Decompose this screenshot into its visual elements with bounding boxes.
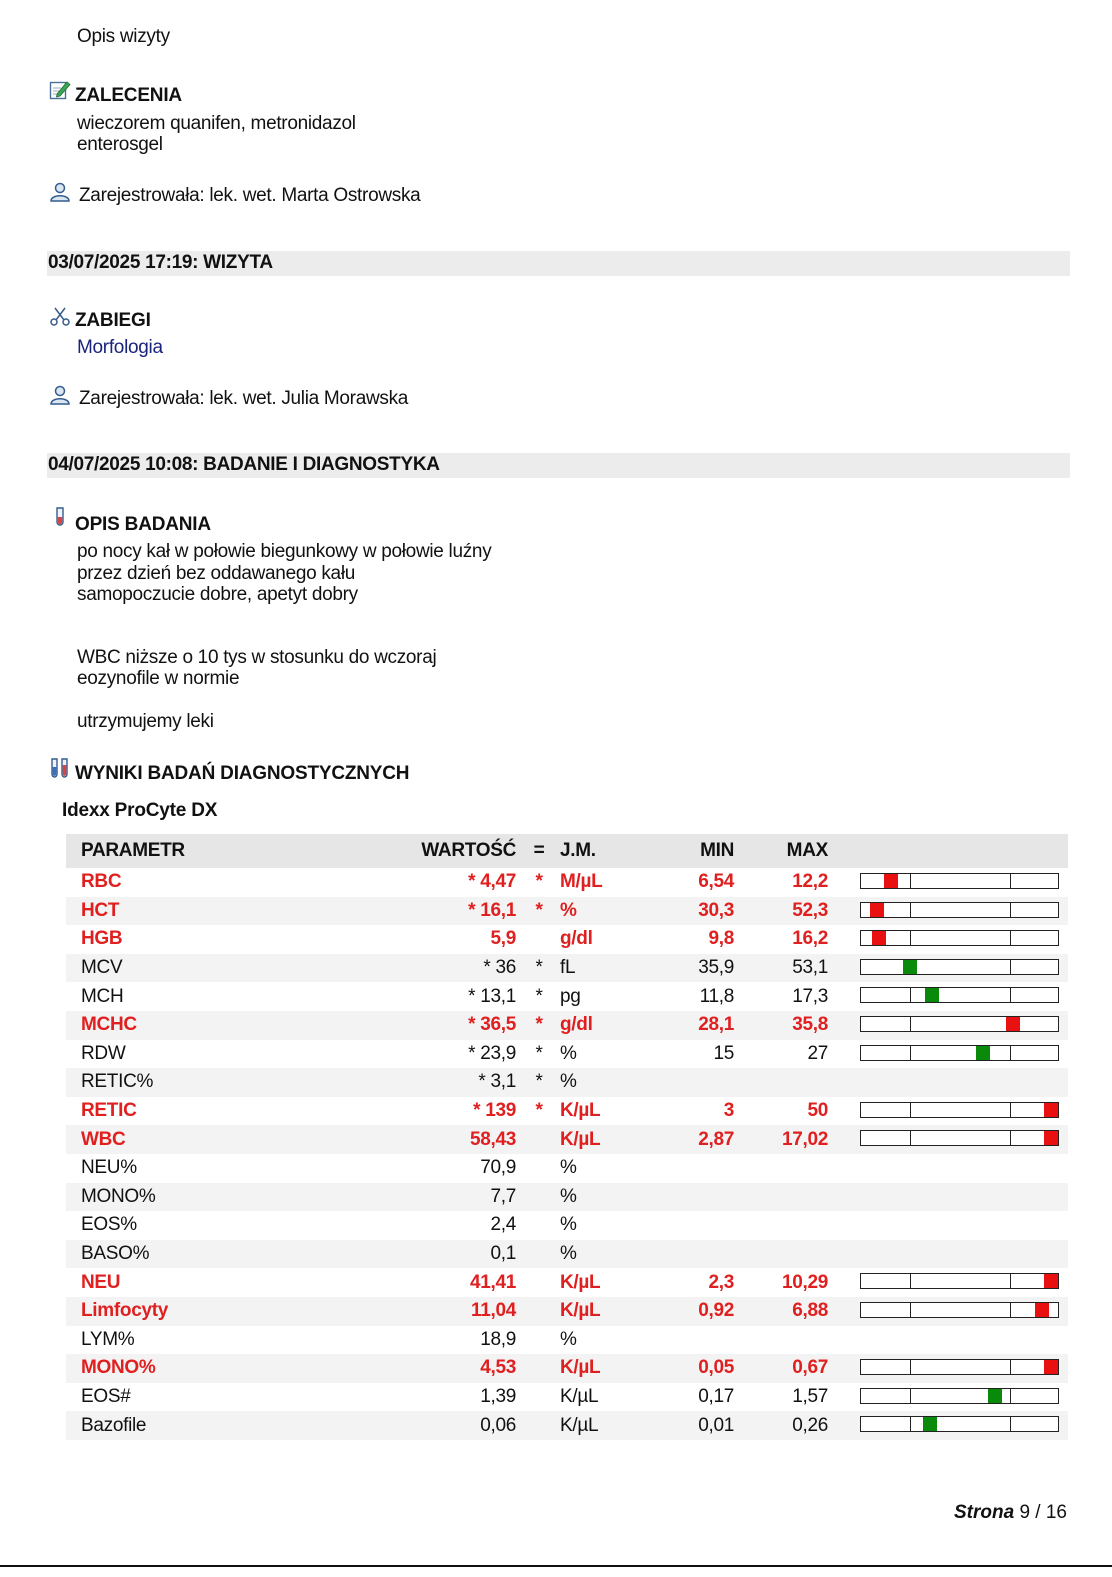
value-cell: * 16,1 <box>468 899 516 921</box>
range-gauge <box>860 1388 1059 1404</box>
max-cell: 17,02 <box>781 1128 828 1150</box>
max-cell: 17,3 <box>792 985 828 1007</box>
col-unit: J.M. <box>560 840 596 861</box>
value-cell: 58,43 <box>469 1128 516 1150</box>
value-cell: 7,7 <box>490 1185 516 1207</box>
page-total: 16 <box>1045 1502 1067 1523</box>
gauge-min-tick <box>910 1046 911 1060</box>
param-cell: NEU <box>81 1271 121 1293</box>
visit-description: Opis wizyty <box>77 26 170 47</box>
range-gauge <box>860 1045 1059 1061</box>
exam-title: OPIS BADANIA <box>75 514 211 535</box>
flag-cell: * <box>535 899 543 921</box>
min-cell: 9,8 <box>708 928 734 950</box>
min-cell: 0,01 <box>698 1414 734 1436</box>
max-cell: 50 <box>807 1100 828 1122</box>
unit-cell: % <box>560 1328 577 1350</box>
page-footer <box>954 1502 1067 1524</box>
max-cell: 10,29 <box>781 1271 828 1293</box>
param-cell: BASO% <box>81 1243 150 1265</box>
exam-line: WBC niższe o 10 tys w stosunku do wczoraj <box>77 647 437 668</box>
max-cell: 52,3 <box>792 899 828 921</box>
param-cell: MONO% <box>81 1357 156 1379</box>
unit-cell: % <box>560 1243 577 1265</box>
table-row <box>66 1040 1068 1069</box>
table-row <box>66 1326 1068 1355</box>
unit-cell: M/µL <box>560 871 603 893</box>
gauge-marker <box>870 903 884 917</box>
gauge-min-tick <box>910 903 911 917</box>
value-cell: * 139 <box>473 1100 516 1122</box>
edit-note-icon <box>49 79 71 101</box>
procedures-title: ZABIEGI <box>75 310 151 331</box>
value-cell: 5,9 <box>490 928 516 950</box>
table-header <box>66 834 1068 868</box>
table-row <box>66 897 1068 926</box>
flag-cell <box>532 1154 546 1183</box>
flag-cell: * <box>535 985 543 1007</box>
gauge-min-tick <box>910 1360 911 1374</box>
value-cell: * 23,9 <box>468 1042 516 1064</box>
max-cell: 0,67 <box>792 1357 828 1379</box>
value-cell: 0,06 <box>480 1414 516 1436</box>
gauge-max-tick <box>1010 1103 1011 1117</box>
min-cell: 2,87 <box>698 1128 734 1150</box>
param-cell: RETIC <box>81 1100 137 1122</box>
gauge-max-tick <box>1010 1303 1011 1317</box>
flag-cell: * <box>535 1014 543 1036</box>
col-min: MIN <box>700 840 734 861</box>
value-cell: 70,9 <box>480 1157 516 1179</box>
table-row <box>66 1268 1068 1297</box>
unit-cell: K/µL <box>560 1357 601 1379</box>
range-gauge <box>860 1016 1059 1032</box>
value-cell: 11,04 <box>471 1300 516 1322</box>
min-cell: 35,9 <box>698 957 734 979</box>
gauge-max-tick <box>1010 931 1011 945</box>
table-row <box>66 925 1068 954</box>
gauge-marker <box>884 874 898 888</box>
flag-cell <box>532 1211 546 1240</box>
gauge-marker <box>925 988 939 1002</box>
visit-header-title: 03/07/2025 17:19: WIZYTA <box>48 252 273 273</box>
col-max: MAX <box>786 840 828 861</box>
table-row <box>66 1383 1068 1412</box>
max-cell: 12,2 <box>792 871 828 893</box>
max-cell: 6,88 <box>792 1300 828 1322</box>
gauge-max-tick <box>1010 1131 1011 1145</box>
gauge-max-tick <box>1010 1417 1011 1431</box>
param-cell: HGB <box>81 928 123 950</box>
col-value: WARTOŚĆ <box>421 840 516 861</box>
gauge-marker <box>1044 1360 1058 1374</box>
unit-cell: K/µL <box>560 1128 601 1150</box>
min-cell: 0,05 <box>698 1357 734 1379</box>
table-row <box>66 1154 1068 1183</box>
exam-line: utrzymujemy leki <box>77 711 214 732</box>
gauge-max-tick <box>1010 1360 1011 1374</box>
flag-cell <box>532 1297 546 1326</box>
min-cell: 0,92 <box>698 1300 734 1322</box>
gauge-max-tick <box>1010 1389 1011 1403</box>
value-cell: 41,41 <box>469 1271 516 1293</box>
param-cell: WBC <box>81 1128 126 1150</box>
value-cell: 2,4 <box>490 1214 516 1236</box>
procedure-link[interactable]: Morfologia <box>77 337 163 358</box>
unit-cell: % <box>560 1042 577 1064</box>
gauge-marker <box>903 960 917 974</box>
recommendation-line: wieczorem quanifen, metronidazol <box>77 113 356 134</box>
test-tube-icon <box>51 507 69 529</box>
flag-cell <box>532 1183 546 1212</box>
range-gauge <box>860 959 1059 975</box>
unit-cell: K/µL <box>560 1271 601 1293</box>
visit-header <box>47 251 1070 276</box>
range-gauge <box>860 1273 1059 1289</box>
range-gauge <box>860 902 1059 918</box>
param-cell: MONO% <box>81 1185 156 1207</box>
range-gauge <box>860 1302 1059 1318</box>
device-name: Idexx ProCyte DX <box>62 800 218 821</box>
min-cell: 28,1 <box>698 1014 734 1036</box>
max-cell: 1,57 <box>792 1385 828 1407</box>
table-row <box>66 1240 1068 1269</box>
flag-cell <box>532 1268 546 1297</box>
registered-by: Zarejestrowała: lek. wet. Marta Ostrowska <box>79 185 421 206</box>
param-cell: RBC <box>81 871 122 893</box>
exam-line: po nocy kał w połowie biegunkowy w połowie luźny <box>77 541 492 562</box>
flag-cell <box>532 1383 546 1412</box>
lab-tubes-icon <box>49 757 71 779</box>
gauge-max-tick <box>1010 960 1011 974</box>
value-cell: * 4,47 <box>468 871 516 893</box>
flag-cell <box>532 1240 546 1269</box>
gauge-marker <box>872 931 886 945</box>
param-cell: Bazofile <box>81 1414 147 1436</box>
unit-cell: % <box>560 1214 577 1236</box>
unit-cell: % <box>560 899 577 921</box>
page-sep: / <box>1035 1502 1041 1523</box>
table-row <box>66 1211 1068 1240</box>
table-row <box>66 1097 1068 1126</box>
max-cell: 16,2 <box>792 928 828 950</box>
page-number: 9 <box>1019 1502 1031 1523</box>
gauge-min-tick <box>910 1417 911 1431</box>
param-cell: RETIC% <box>81 1071 154 1093</box>
param-cell: MCHC <box>81 1014 137 1036</box>
min-cell: 2,3 <box>708 1271 734 1293</box>
param-cell: LYM% <box>81 1328 135 1350</box>
param-cell: RDW <box>81 1042 126 1064</box>
unit-cell: g/dl <box>560 928 593 950</box>
param-cell: MCH <box>81 985 124 1007</box>
flag-cell: * <box>535 1042 543 1064</box>
param-cell: EOS# <box>81 1385 131 1407</box>
table-row <box>66 1125 1068 1154</box>
table-row <box>66 1297 1068 1326</box>
results-table <box>66 834 1068 1440</box>
table-row <box>66 1068 1068 1097</box>
gauge-min-tick <box>910 1131 911 1145</box>
exam-line: eozynofile w normie <box>77 668 240 689</box>
flag-cell <box>532 1125 546 1154</box>
table-row <box>66 1183 1068 1212</box>
flag-cell: * <box>535 1100 543 1122</box>
gauge-max-tick <box>1010 1274 1011 1288</box>
visit-header <box>47 453 1070 478</box>
max-cell: 0,26 <box>792 1414 828 1436</box>
range-gauge <box>860 1130 1059 1146</box>
flag-cell <box>532 1411 546 1440</box>
col-eq: = <box>533 840 545 861</box>
min-cell: 15 <box>713 1042 734 1064</box>
gauge-min-tick <box>910 1103 911 1117</box>
min-cell: 3 <box>723 1100 734 1122</box>
value-cell: 4,53 <box>480 1357 516 1379</box>
flag-cell <box>532 925 546 954</box>
value-cell: * 36 <box>483 957 516 979</box>
unit-cell: K/µL <box>560 1100 601 1122</box>
flag-cell: * <box>535 871 543 893</box>
unit-cell: g/dl <box>560 1014 593 1036</box>
gauge-min-tick <box>910 1389 911 1403</box>
table-row <box>66 982 1068 1011</box>
gauge-max-tick <box>1010 903 1011 917</box>
range-gauge <box>860 873 1059 889</box>
value-cell: * 3,1 <box>478 1071 516 1093</box>
gauge-max-tick <box>1010 874 1011 888</box>
visit-header-title: 04/07/2025 10:08: BADANIE I DIAGNOSTYKA <box>48 454 440 475</box>
value-cell: 18,9 <box>480 1328 516 1350</box>
value-cell: * 13,1 <box>468 985 516 1007</box>
gauge-marker <box>923 1417 937 1431</box>
user-icon <box>49 384 71 406</box>
value-cell: * 36,5 <box>468 1014 516 1036</box>
gauge-min-tick <box>910 988 911 1002</box>
param-cell: EOS% <box>81 1214 137 1236</box>
col-param: PARAMETR <box>81 840 185 861</box>
gauge-min-tick <box>910 874 911 888</box>
registered-by: Zarejestrowała: lek. wet. Julia Morawska <box>79 388 409 409</box>
unit-cell: K/µL <box>560 1385 599 1407</box>
gauge-max-tick <box>1010 988 1011 1002</box>
gauge-min-tick <box>910 931 911 945</box>
range-gauge <box>860 1359 1059 1375</box>
gauge-min-tick <box>910 1274 911 1288</box>
gauge-marker <box>1044 1103 1058 1117</box>
exam-line: samopoczucie dobre, apetyt dobry <box>77 584 358 605</box>
unit-cell: K/µL <box>560 1414 599 1436</box>
unit-cell: pg <box>560 985 581 1007</box>
table-row <box>66 954 1068 983</box>
recommendation-line: enterosgel <box>77 134 163 155</box>
param-cell: MCV <box>81 957 123 979</box>
unit-cell: fL <box>560 957 576 979</box>
param-cell: HCT <box>81 899 120 921</box>
user-icon <box>49 181 71 203</box>
recommendations-title: ZALECENIA <box>75 85 182 106</box>
max-cell: 35,8 <box>792 1014 828 1036</box>
table-row <box>66 868 1068 897</box>
flag-cell <box>532 1354 546 1383</box>
gauge-marker <box>988 1389 1002 1403</box>
max-cell: 27 <box>807 1042 828 1064</box>
gauge-marker <box>1006 1017 1020 1031</box>
gauge-marker <box>1044 1274 1058 1288</box>
gauge-max-tick <box>1010 1046 1011 1060</box>
gauge-marker <box>1035 1303 1049 1317</box>
gauge-min-tick <box>910 1303 911 1317</box>
unit-cell: K/µL <box>560 1300 601 1322</box>
min-cell: 0,17 <box>698 1385 734 1407</box>
flag-cell <box>532 1326 546 1355</box>
param-cell: Limfocyty <box>81 1300 169 1322</box>
page-label: Strona <box>953 1502 1015 1523</box>
value-cell: 1,39 <box>480 1385 516 1407</box>
gauge-marker <box>1044 1131 1058 1145</box>
min-cell: 30,3 <box>698 899 734 921</box>
exam-line: przez dzień bez oddawanego kału <box>77 563 356 584</box>
min-cell: 11,8 <box>699 985 734 1007</box>
table-row <box>66 1354 1068 1383</box>
max-cell: 53,1 <box>792 957 828 979</box>
table-row <box>66 1411 1068 1440</box>
range-gauge <box>860 930 1059 946</box>
results-title: WYNIKI BADAŃ DIAGNOSTYCZNYCH <box>75 763 410 784</box>
gauge-marker <box>976 1046 990 1060</box>
unit-cell: % <box>560 1157 577 1179</box>
range-gauge <box>860 1416 1059 1432</box>
table-row <box>66 1011 1068 1040</box>
flag-cell: * <box>535 957 543 979</box>
param-cell: NEU% <box>81 1157 137 1179</box>
gauge-min-tick <box>910 1017 911 1031</box>
value-cell: 0,1 <box>490 1243 516 1265</box>
range-gauge <box>860 1102 1059 1118</box>
scissors-icon <box>49 306 71 328</box>
min-cell: 6,54 <box>698 871 734 893</box>
flag-cell: * <box>535 1071 543 1093</box>
range-gauge <box>860 987 1059 1003</box>
page-divider <box>0 1565 1112 1567</box>
unit-cell: % <box>560 1071 577 1093</box>
unit-cell: % <box>560 1185 577 1207</box>
